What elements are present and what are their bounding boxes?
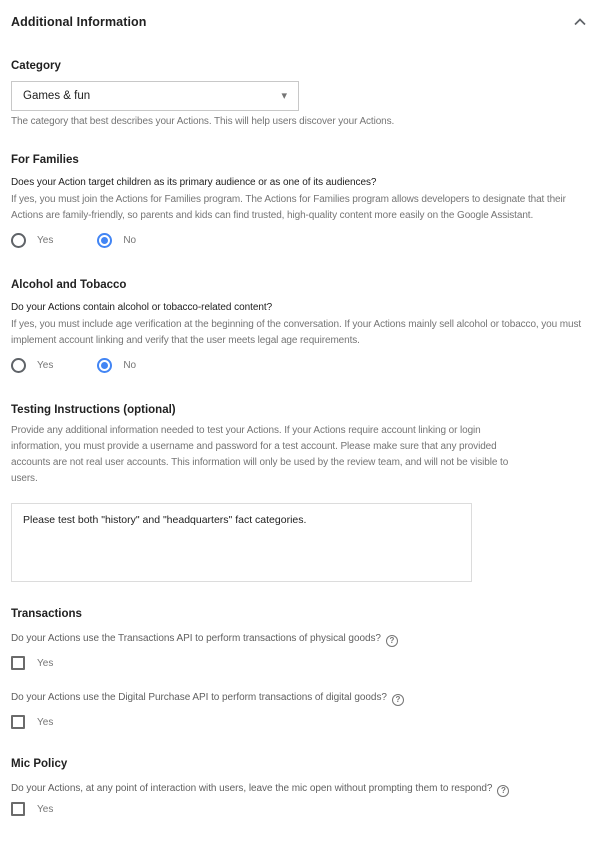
- dropdown-arrow-icon: ▾: [281, 89, 287, 102]
- alcohol-tobacco-title: Alcohol and Tobacco: [11, 279, 127, 291]
- testing-instructions-helper-text: Provide any additional information needed to test your Actions. If your Actions require account linking or login information, you must provide a username and password for a test account. Please make sure that any provided accounts are not real user accounts. This information will only be used by the review team, and will not be visible to users.: [11, 425, 509, 484]
- radio-no-label: No: [123, 359, 137, 371]
- radio-unselected-icon: [11, 358, 26, 373]
- transactions-physical-checkbox[interactable]: [11, 655, 594, 671]
- checkbox-unchecked-icon: [11, 656, 25, 670]
- checkbox-label: Yes: [37, 803, 54, 815]
- radio-yes-label: Yes: [37, 234, 54, 246]
- question-text: Do your Actions use the Digital Purchase API to perform transactions of digital goods?: [11, 692, 387, 703]
- category-selected-value: Games & fun: [23, 90, 91, 102]
- question-text: Do your Actions use the Transactions API to perform transactions of physical goods?: [11, 633, 381, 644]
- radio-selected-icon: [97, 358, 112, 373]
- chevron-up-icon: [574, 14, 586, 29]
- category-label: Category: [11, 60, 61, 72]
- page-title: Additional Information: [11, 14, 147, 29]
- checkbox-label: Yes: [37, 716, 54, 728]
- checkbox-unchecked-icon: [11, 802, 25, 816]
- panel-header: [11, 14, 594, 29]
- for-families-question: Does your Action target children as its primary audience or as one of its audiences?: [11, 177, 377, 188]
- testing-instructions-title: Testing Instructions (optional): [11, 404, 176, 416]
- question-text: Do your Actions, at any point of interaction with users, leave the mic open without prompting them to respond?: [11, 783, 493, 794]
- mic-policy-question: [11, 781, 511, 797]
- for-families-radio-yes[interactable]: [11, 233, 53, 248]
- radio-unselected-icon: [11, 233, 26, 248]
- for-families-helper-text: If yes, you must join the Actions for Families program. The Actions for Families program allows developers to designate that their Actions are family-friendly, so parents and kids can find trusted, high-quality content more easily on the Google Assistant.: [11, 194, 566, 221]
- for-families-radio-group: [11, 232, 594, 248]
- alcohol-tobacco-radio-no[interactable]: [97, 358, 136, 373]
- help-icon[interactable]: ?: [497, 785, 509, 797]
- transactions-digital-question: [11, 691, 594, 706]
- checkbox-unchecked-icon: [11, 715, 25, 729]
- alcohol-tobacco-question: Do your Actions contain alcohol or tobacco-related content?: [11, 302, 273, 313]
- collapse-section-button[interactable]: [574, 14, 586, 29]
- help-icon[interactable]: ?: [386, 635, 398, 647]
- for-families-title: For Families: [11, 154, 79, 166]
- category-select[interactable]: [11, 81, 299, 111]
- radio-selected-icon: [97, 233, 112, 248]
- mic-policy-title: Mic Policy: [11, 758, 68, 770]
- transactions-physical-question: [11, 632, 594, 647]
- alcohol-tobacco-helper-text: If yes, you must include age verification at the beginning of the conversation. If your Actions mainly sell alcohol or tobacco, you must implement account linking and verify that the user meets legal age requirements.: [11, 319, 582, 346]
- transactions-digital-checkbox[interactable]: [11, 714, 594, 730]
- mic-policy-checkbox[interactable]: [11, 801, 594, 817]
- testing-instructions-input[interactable]: [11, 503, 472, 582]
- help-icon[interactable]: ?: [392, 694, 404, 706]
- alcohol-tobacco-radio-yes[interactable]: [11, 358, 53, 373]
- transactions-title: Transactions: [11, 608, 82, 620]
- radio-yes-label: Yes: [37, 359, 54, 371]
- category-helper-text: The category that best describes your Actions. This will help users discover your Actions.: [11, 116, 395, 127]
- alcohol-tobacco-radio-group: [11, 357, 594, 373]
- checkbox-label: Yes: [37, 657, 54, 669]
- for-families-radio-no[interactable]: [97, 233, 136, 248]
- radio-no-label: No: [123, 234, 137, 246]
